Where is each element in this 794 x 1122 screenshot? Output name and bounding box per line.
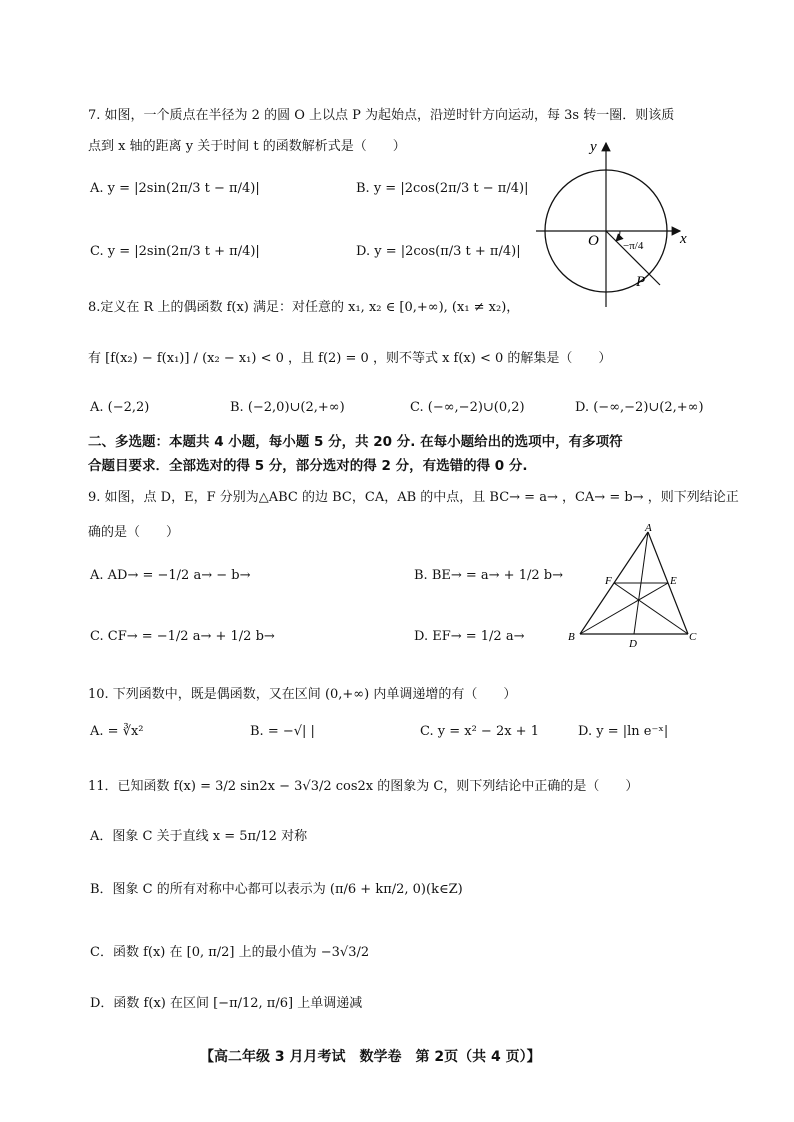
- label-f: F: [605, 575, 612, 587]
- q10-stem: 10. 下列函数中，既是偶函数，又在区间 (0,+∞) 内单调递增的有（ ）: [88, 687, 517, 702]
- q9-stem-line2: 确的是（ ）: [88, 525, 180, 540]
- q10-option-c: C. y = x² − 2x + 1: [420, 724, 539, 739]
- page-footer: 【高二年级 3 月月考试 数学卷 第 2页（共 4 页）】: [200, 1049, 541, 1065]
- q11-option-b: B．图象 C 的所有对称中心都可以表示为 (π/6 + kπ/2, 0)(k∈Z): [90, 882, 463, 897]
- q8-option-b: B. (−2,0)∪(2,+∞): [230, 400, 345, 415]
- q8-option-d: D. (−∞,−2)∪(2,+∞): [575, 400, 704, 415]
- median-be: [580, 583, 668, 634]
- q7-option-d: D. y = |2cos(π/3 t + π/4)|: [356, 244, 521, 259]
- section2-heading-line2: 合题目要求．全部选对的得 5 分，部分选对的得 2 分，有选错的得 0 分.: [88, 458, 528, 474]
- angle-label: −π/4: [623, 240, 644, 252]
- q7-circle-figure: [530, 135, 700, 310]
- median-cf: [614, 583, 688, 634]
- q11-option-c: C．函数 f(x) 在 [0, π/2] 上的最小值为 −3√3/2: [90, 945, 370, 960]
- q10-option-d: D. y = |ln e⁻ˣ|: [578, 724, 669, 739]
- q10-option-a: A. = ∛x²: [90, 724, 144, 739]
- angle-arc: [616, 231, 620, 241]
- q11-option-a: A．图象 C 关于直线 x = 5π/12 对称: [90, 829, 308, 844]
- q7-stem-line1: 7. 如图，一个质点在半径为 2 的圆 O 上以点 P 为起始点，沿逆时针方向运动，每 3s 转一圈．则该质: [88, 108, 675, 123]
- q8-stem-line2: 有 [f(x₂) − f(x₁)] / (x₂ − x₁) < 0 ，且 f(2) = 0 ，则不等式 x f(x) < 0 的解集是（ ）: [88, 351, 612, 366]
- q8-option-a: A. (−2,2): [90, 400, 150, 415]
- label-d: D: [629, 638, 637, 650]
- label-c: C: [689, 631, 697, 643]
- q7-option-b: B. y = |2cos(2π/3 t − π/4)|: [356, 181, 529, 196]
- q11-stem: 11．已知函数 f(x) = 3/2 sin2x − 3√3/2 cos2x 的图象为 C，则下列结论中正确的是（ ）: [88, 779, 639, 794]
- label-a: A: [645, 522, 652, 534]
- q9-stem-line1: 9. 如图，点 D，E，F 分别为△ABC 的边 BC，CA，AB 的中点，且 BC→ = a→ ，CA→ = b→ ，则下列结论正: [88, 490, 739, 505]
- q7-option-a: A. y = |2sin(2π/3 t − π/4)|: [90, 181, 260, 196]
- label-e: E: [670, 575, 677, 587]
- q9-option-b: B. BE→ = a→ + 1/2 b→: [414, 568, 563, 583]
- q8-option-c: C. (−∞,−2)∪(0,2): [410, 400, 525, 415]
- q7-stem-line2: 点到 x 轴的距离 y 关于时间 t 的函数解析式是（ ）: [88, 139, 406, 154]
- q10-option-b: B. = −√| |: [250, 724, 315, 739]
- x-label: x: [680, 231, 687, 247]
- o-label: O: [588, 233, 599, 249]
- section2-heading-line1: 二、多选题：本题共 4 小题，每小题 5 分，共 20 分. 在每小题给出的选项中，有多项符: [88, 434, 623, 450]
- q8-stem-line1: 8.定义在 R 上的偶函数 f(x) 满足：对任意的 x₁, x₂ ∈ [0,+∞), (x₁ ≠ x₂)，: [88, 300, 520, 315]
- q9-option-c: C. CF→ = −1/2 a→ + 1/2 b→: [90, 629, 275, 644]
- q9-triangle-figure: [565, 522, 705, 652]
- y-label: y: [590, 139, 597, 155]
- q9-option-a: A. AD→ = −1/2 a→ − b→: [90, 568, 251, 583]
- q11-option-d: D．函数 f(x) 在区间 [−π/12, π/6] 上单调递减: [90, 996, 363, 1011]
- q7-option-c: C. y = |2sin(2π/3 t + π/4)|: [90, 244, 260, 259]
- p-label: P: [636, 274, 646, 290]
- q9-option-d: D. EF→ = 1/2 a→: [414, 629, 525, 644]
- label-b: B: [568, 631, 575, 643]
